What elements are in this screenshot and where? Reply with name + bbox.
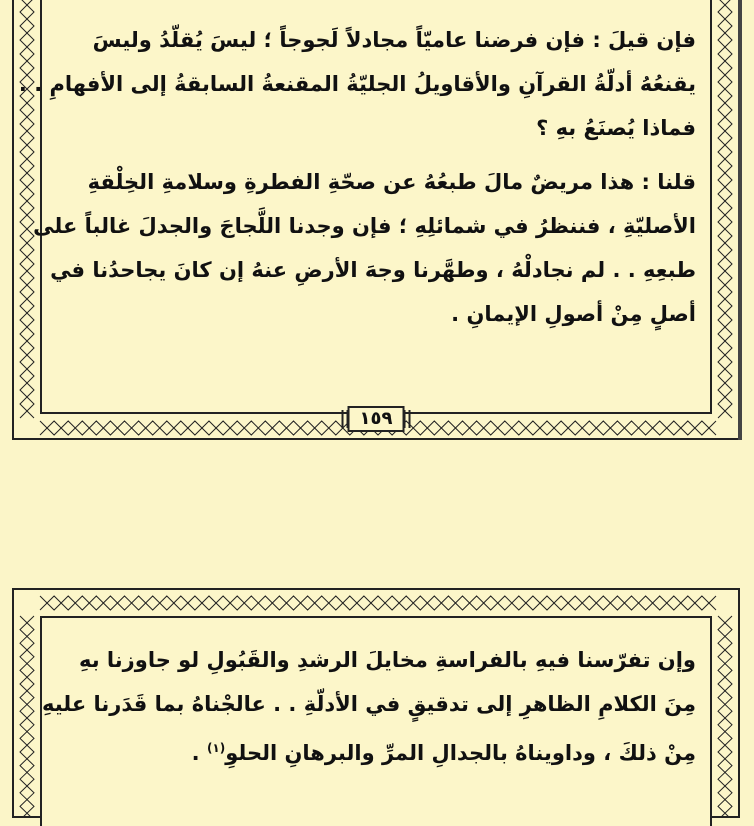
text-line: يقنعُهُ أدلّةُ القرآنِ والأقاويلُ الجليّةُ المقنعةُ السابقةُ إلى الأفهامِ . .: [18, 72, 696, 96]
ornament-zigzag: [718, 0, 732, 418]
text-line: أصلٍ مِنْ أصولِ الإيمانِ .: [451, 302, 696, 326]
footnote-marker: (١): [206, 741, 226, 755]
page-shadow: [738, 0, 742, 440]
text-line: فإن قيلَ : فإن فرضنا عاميّاً مجادلاً لَجوجاً ؛ ليسَ يُقلّدُ وليسَ: [92, 28, 696, 52]
text-line: طبعِهِ . . لم نجادلْهُ ، وطهَّرنا وجهَ الأرضِ عنهُ إن كانَ يجاحدُنا في: [50, 258, 696, 282]
text-frame: [40, 616, 712, 826]
ornament-zigzag: [718, 616, 732, 816]
text-line: فماذا يُصنَعُ بهِ ؟: [536, 116, 696, 140]
text-line: [62, 726, 696, 775]
text-line: وإن تفرّسنا فيهِ بالفراسةِ مخايلَ الرشدِ والقَبُولِ لو جاوزنا بهِ: [78, 648, 696, 672]
text-fragment: .: [191, 741, 207, 765]
paragraph: [41, 638, 696, 775]
text-line: الأصليّةِ ، فننظرُ في شمائلِهِ ؛ فإن وجدنا اللَّجاجَ والجدلَ غالباً على: [33, 214, 696, 238]
book-page-bottom: [12, 588, 740, 818]
paragraph: [33, 160, 696, 336]
paragraph: [18, 18, 696, 150]
text-frame: [18, 0, 712, 414]
text-fragment: مِنْ ذلكَ ، وداويناهُ بالجدالِ المرِّ والبرهانِ الحلوِ: [225, 741, 696, 765]
page-text: [41, 638, 696, 785]
text-line: مِنَ الكلامِ الظاهرِ إلى تدقيقٍ في الأدلّةِ . . عالجْناهُ بما قَدَرنا عليهِ: [41, 692, 696, 716]
ornament-zigzag: [20, 616, 34, 816]
text-line: قلنا : هذا مريضٌ مالَ طبعُهُ عن صحّةِ الفطرةِ وسلامةِ الخِلْقةِ: [87, 170, 696, 194]
page-text: [18, 18, 696, 346]
book-page-top: [12, 0, 740, 440]
page-number: ١٥٩: [348, 406, 405, 432]
